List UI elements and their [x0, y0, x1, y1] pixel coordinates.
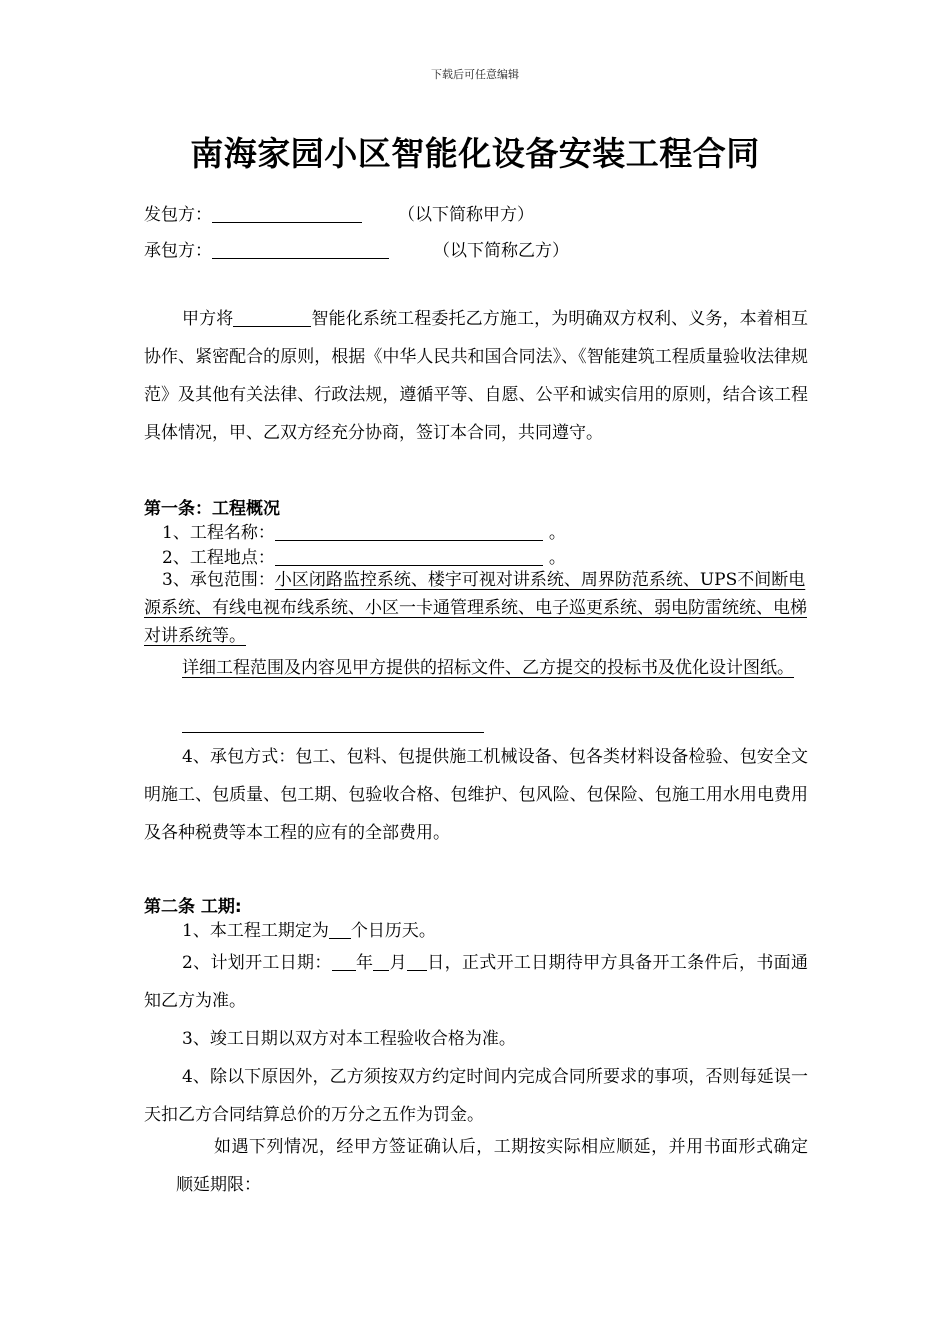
start-date-label: 2、计划开工日期：: [182, 953, 332, 973]
duration-suffix: 个日历天。: [350, 921, 436, 941]
page-title: 南海家园小区智能化设备安装工程合同: [190, 134, 760, 173]
duration-label: 1、本工程工期定为: [182, 921, 329, 941]
scope-paragraph: [144, 566, 808, 650]
project-name-label: 1、工程名称：: [162, 523, 275, 543]
project-name-line: [162, 518, 566, 543]
start-year-label: 年: [355, 953, 374, 973]
start-year-blank[interactable]: [332, 952, 356, 971]
contract-mode-paragraph: 4、承包方式：包工、包料、包提供施工机械设备、包各类材料设备检验、包安全文明施工、包质量、包工期、包验收合格、包维护、包风险、包保险、包施工用水用电费用及各种税费等本工程的应有的全部费用。: [144, 747, 808, 843]
party-b-label: 承包方：: [144, 241, 212, 261]
project-location-blank[interactable]: [275, 547, 543, 566]
project-location-period: 。: [548, 548, 566, 568]
start-day-text: 日，正式开工日期待甲方具备开工条件后，书面通知乙方为准。: [144, 953, 809, 1011]
project-location-line: [162, 543, 566, 568]
delay-paragraph: 4、除以下原因外，乙方须按双方约定时间内完成合同所要求的事项，否则每延误一天扣乙方合同结算总价的万分之五作为罚金。: [144, 1067, 808, 1125]
party-b-alias: （以下简称乙方）: [433, 241, 569, 261]
duration-line: [182, 916, 436, 941]
detail-paragraph: [144, 654, 808, 682]
project-location-label: 2、工程地点：: [162, 548, 275, 568]
party-b-blank[interactable]: [212, 240, 389, 259]
party-b-line: [144, 236, 569, 261]
project-name-blank[interactable]: [275, 522, 543, 541]
start-day-blank[interactable]: [407, 952, 427, 971]
intro-text: 智能化系统工程委托乙方施工，为明确双方权利、义务，本着相互协作、紧密配合的原则，根据《中华人民共和国合同法》、《智能建筑工程质量验收法律规范》及其他有关法律、行政法规，遵循平等、自愿、公平和诚实信用的原则，结合该工程具体情况，甲、乙双方经充分协商，签订本合同，共同遵守。: [144, 309, 808, 443]
completion-paragraph: 3、竣工日期以双方对本工程验收合格为准。: [182, 1029, 516, 1049]
detail-text: 详细工程范围及内容见甲方提供的招标文件、乙方提交的投标书及优化设计图纸。: [182, 658, 794, 678]
intro-prefix: 甲方将: [182, 309, 234, 329]
party-a-alias: （以下简称甲方）: [398, 205, 534, 225]
duration-blank[interactable]: [329, 920, 351, 939]
start-month-blank[interactable]: [373, 952, 389, 971]
scope-label: 3、承包范围：: [162, 570, 275, 590]
detail-blank-line[interactable]: [182, 732, 484, 733]
article1-heading: 第一条：工程概况: [144, 499, 280, 519]
header-note: 下载后可任意编辑: [431, 68, 519, 81]
party-a-label: 发包方：: [144, 205, 212, 225]
start-date-paragraph: [144, 944, 808, 1020]
intro-paragraph: [144, 300, 808, 452]
party-a-blank[interactable]: [212, 204, 362, 223]
article2-heading: 第二条 工期:: [144, 897, 242, 917]
extension-paragraph: 如遇下列情况，经甲方签证确认后，工期按实际相应顺延，并用书面形式确定顺延期限：: [176, 1137, 808, 1195]
start-month-label: 月: [389, 953, 407, 973]
party-a-line: [144, 200, 534, 225]
project-name-period: 。: [548, 523, 566, 543]
scope-text: 小区闭路监控系统、楼宇可视对讲系统、周界防范系统、UPS不间断电源系统、有线电视布线系统、小区一卡通管理系统、电子巡更系统、弱电防雷统统、电梯对讲系统等。: [144, 570, 807, 646]
intro-blank[interactable]: [233, 308, 311, 327]
